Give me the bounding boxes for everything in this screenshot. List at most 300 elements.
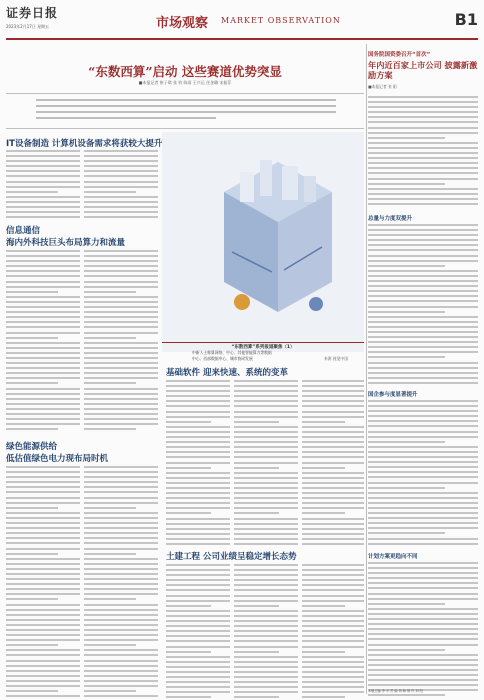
text-line xyxy=(166,584,230,586)
text-line xyxy=(84,337,136,339)
main-byline: ■本报记者 崔子琪 张 钧 陈雨 王兴运 任金璐 宋振菲 xyxy=(138,80,232,85)
text-line xyxy=(84,388,158,390)
text-line xyxy=(84,598,136,600)
text-line xyxy=(368,321,478,323)
text-line xyxy=(6,486,80,488)
text-line xyxy=(368,476,478,478)
text-line xyxy=(302,666,364,668)
text-line xyxy=(6,352,80,354)
text-line xyxy=(368,367,478,369)
subhead-it-equipment: IT设备制造 计算机设备需求将获较大提升 xyxy=(6,139,163,149)
text-line xyxy=(166,605,211,607)
text-line xyxy=(234,518,298,520)
text-line xyxy=(6,527,80,529)
text-line xyxy=(6,165,80,167)
text-line xyxy=(6,598,58,600)
text-line xyxy=(302,482,364,484)
text-line xyxy=(166,436,230,438)
text-line xyxy=(368,543,478,545)
text-line xyxy=(234,646,298,648)
subhead-green-energy-2: 低估值绿色电力现布局时机 xyxy=(6,454,109,464)
text-line xyxy=(368,471,478,473)
text-line xyxy=(234,400,298,402)
text-line xyxy=(368,178,478,180)
text-line xyxy=(368,659,478,661)
text-line xyxy=(84,695,158,697)
text-line xyxy=(84,201,158,203)
text-line xyxy=(368,598,478,600)
text-column xyxy=(84,150,158,221)
sidebar-headline: 年内近百家上市公司 披露新激励方案 xyxy=(368,60,478,80)
text-line xyxy=(84,270,158,272)
text-line xyxy=(368,577,478,579)
text-line xyxy=(234,523,298,525)
text-line xyxy=(302,671,364,673)
data-center-illustration xyxy=(162,132,364,352)
text-line xyxy=(6,428,58,430)
text-line xyxy=(6,476,80,478)
text-line xyxy=(368,497,478,499)
text-line xyxy=(368,351,478,353)
text-column xyxy=(234,380,298,548)
text-line xyxy=(368,522,478,524)
text-line xyxy=(84,466,158,468)
sidebar-subhead-3: 计划方案更趋向不同 xyxy=(368,554,418,560)
text-line xyxy=(302,681,364,683)
sidebar-article xyxy=(368,44,478,694)
text-line xyxy=(368,101,478,103)
text-line xyxy=(6,265,80,267)
text-line xyxy=(166,380,230,382)
text-line xyxy=(84,413,158,415)
text-line xyxy=(368,644,478,646)
text-line xyxy=(368,482,478,484)
text-line xyxy=(6,201,80,203)
text-line xyxy=(84,639,158,641)
text-line xyxy=(6,181,80,183)
text-line xyxy=(368,562,478,564)
text-line xyxy=(234,477,298,479)
text-line xyxy=(84,428,136,430)
text-line xyxy=(166,691,230,693)
text-line xyxy=(302,507,364,509)
text-line xyxy=(166,416,230,418)
text-line xyxy=(6,150,80,152)
text-line xyxy=(234,696,279,698)
text-line xyxy=(368,436,478,438)
text-line xyxy=(6,690,58,692)
text-line xyxy=(368,306,478,308)
text-line xyxy=(234,385,298,387)
text-line xyxy=(368,674,478,676)
text-line xyxy=(234,574,298,576)
text-line xyxy=(368,593,478,595)
text-line xyxy=(302,528,364,530)
text-line xyxy=(84,206,158,208)
text-line xyxy=(302,467,345,469)
text-line xyxy=(6,654,80,656)
text-line xyxy=(6,639,80,641)
text-line xyxy=(6,568,80,570)
text-line xyxy=(302,615,364,617)
text-line xyxy=(368,441,445,443)
text-line xyxy=(302,472,364,474)
text-line xyxy=(6,357,80,359)
masthead xyxy=(6,4,478,38)
text-line xyxy=(6,670,80,672)
text-line xyxy=(6,634,80,636)
text-line xyxy=(84,481,158,483)
text-line xyxy=(302,635,364,637)
text-line xyxy=(6,481,80,483)
text-line xyxy=(84,403,158,405)
text-line xyxy=(368,265,445,267)
text-line xyxy=(368,679,478,681)
text-line xyxy=(234,507,298,509)
text-line xyxy=(368,132,478,134)
text-line xyxy=(368,167,478,169)
text-line xyxy=(368,152,478,154)
text-line xyxy=(6,403,80,405)
text-line xyxy=(368,425,478,427)
illustration-caption: “东数西算”系列报道聚焦（1） xyxy=(231,345,295,350)
text-line xyxy=(368,193,478,195)
text-line xyxy=(166,589,230,591)
text-line xyxy=(6,296,80,298)
text-line xyxy=(166,395,230,397)
text-line xyxy=(84,181,158,183)
text-line xyxy=(84,593,158,595)
text-line xyxy=(166,456,230,458)
text-line xyxy=(302,574,364,576)
text-column xyxy=(302,564,364,700)
text-line xyxy=(84,532,158,534)
text-line xyxy=(234,405,298,407)
text-line xyxy=(84,418,158,420)
text-line xyxy=(302,610,364,612)
text-line xyxy=(6,306,80,308)
text-line xyxy=(302,441,364,443)
text-line xyxy=(84,573,158,575)
text-line xyxy=(166,523,230,525)
text-line xyxy=(166,482,230,484)
text-line xyxy=(302,533,364,535)
text-line xyxy=(84,548,158,550)
text-line xyxy=(84,191,136,193)
city-server-graphic xyxy=(212,152,344,322)
text-line xyxy=(166,686,230,688)
text-line xyxy=(6,418,80,420)
text-line xyxy=(6,206,80,208)
text-line xyxy=(166,528,230,530)
text-line xyxy=(166,502,230,504)
text-line xyxy=(302,492,364,494)
page-number: B1 xyxy=(454,10,478,29)
text-line xyxy=(84,624,158,626)
text-column xyxy=(84,250,158,433)
text-line xyxy=(6,537,80,539)
text-line xyxy=(368,172,478,174)
text-line xyxy=(6,362,80,364)
text-line xyxy=(234,543,298,545)
text-line xyxy=(84,675,158,677)
text-line xyxy=(6,332,80,334)
text-line xyxy=(368,249,478,251)
text-line xyxy=(302,416,364,418)
main-headline: “东数西算”启动 这些赛道优势突显 xyxy=(88,64,282,79)
text-line xyxy=(234,467,279,469)
text-line xyxy=(6,311,80,313)
main-article xyxy=(6,44,364,694)
text-line xyxy=(6,548,80,550)
text-line xyxy=(368,628,478,630)
text-line xyxy=(84,502,158,504)
text-line xyxy=(368,356,445,358)
text-line xyxy=(368,137,445,139)
text-line xyxy=(368,446,478,448)
text-line xyxy=(84,362,158,364)
text-line xyxy=(234,676,298,678)
text-line xyxy=(368,229,478,231)
text-line xyxy=(368,405,478,407)
text-line xyxy=(368,300,478,302)
text-line xyxy=(234,487,298,489)
text-line xyxy=(302,385,364,387)
text-line xyxy=(166,630,230,632)
text-column xyxy=(368,224,478,387)
text-line xyxy=(6,250,80,252)
text-line xyxy=(166,625,230,627)
text-line xyxy=(84,326,158,328)
text-line xyxy=(368,492,478,494)
text-line xyxy=(368,466,478,468)
text-line xyxy=(6,583,80,585)
text-line xyxy=(302,502,364,504)
text-line xyxy=(84,588,158,590)
text-line xyxy=(84,649,158,651)
text-line xyxy=(368,684,478,686)
text-line xyxy=(234,431,298,433)
text-line xyxy=(84,160,158,162)
text-line xyxy=(368,567,478,569)
text-line xyxy=(166,666,230,668)
lead-paragraph xyxy=(36,99,336,123)
text-line xyxy=(368,377,478,379)
text-line xyxy=(84,342,158,344)
text-line xyxy=(368,456,478,458)
text-line xyxy=(368,311,445,313)
text-line xyxy=(234,395,298,397)
text-line xyxy=(234,533,298,535)
text-line xyxy=(84,260,158,262)
text-line xyxy=(166,595,230,597)
subhead-civil-engineering: 土建工程 公司业绩呈稳定增长态势 xyxy=(166,552,297,562)
text-line xyxy=(6,578,80,580)
text-column xyxy=(166,564,230,700)
text-line xyxy=(6,260,80,262)
text-line xyxy=(302,595,364,597)
text-line xyxy=(6,588,80,590)
text-line xyxy=(368,502,478,504)
text-line xyxy=(368,362,478,364)
text-line xyxy=(84,660,158,662)
text-line xyxy=(6,553,58,555)
text-line xyxy=(368,260,478,262)
text-line xyxy=(234,451,298,453)
text-line xyxy=(368,285,478,287)
text-line xyxy=(368,106,478,108)
text-line xyxy=(368,572,478,574)
text-line xyxy=(302,584,364,586)
text-line xyxy=(302,497,364,499)
text-line xyxy=(166,400,230,402)
text-line xyxy=(234,625,298,627)
text-line xyxy=(84,542,158,544)
text-line xyxy=(6,558,80,560)
text-line xyxy=(166,477,230,479)
text-line xyxy=(84,382,136,384)
text-line xyxy=(166,467,211,469)
text-line xyxy=(166,451,230,453)
text-line xyxy=(302,600,364,602)
text-line xyxy=(368,507,478,509)
text-line xyxy=(166,615,230,617)
text-line xyxy=(234,600,298,602)
text-line xyxy=(84,527,158,529)
text-line xyxy=(166,390,230,392)
text-line xyxy=(234,681,298,683)
text-line xyxy=(234,538,298,540)
text-line xyxy=(368,431,478,433)
text-column xyxy=(166,380,230,548)
text-line xyxy=(166,661,230,663)
text-line xyxy=(6,291,58,293)
text-line xyxy=(368,121,478,123)
photo-credit: 来源 视觉中国 xyxy=(324,356,348,361)
text-line xyxy=(368,633,478,635)
text-line xyxy=(234,661,298,663)
text-line xyxy=(234,635,298,637)
text-line xyxy=(166,462,230,464)
text-line xyxy=(368,234,478,236)
text-line xyxy=(166,574,230,576)
text-column xyxy=(6,250,80,433)
text-line xyxy=(302,656,364,658)
text-line xyxy=(84,563,158,565)
text-line xyxy=(166,518,230,520)
text-line xyxy=(6,155,80,157)
text-line xyxy=(6,196,80,198)
text-line xyxy=(234,528,298,530)
text-line xyxy=(234,651,279,653)
text-line xyxy=(84,393,158,395)
text-line xyxy=(368,116,478,118)
text-line xyxy=(234,686,298,688)
text-line xyxy=(84,155,158,157)
text-line xyxy=(166,635,230,637)
text-line xyxy=(368,280,478,282)
text-line xyxy=(234,605,279,607)
text-line xyxy=(368,183,445,185)
sidebar-divider xyxy=(366,44,367,694)
text-line xyxy=(84,680,158,682)
text-line xyxy=(6,413,80,415)
text-line xyxy=(166,676,230,678)
text-line xyxy=(368,127,478,129)
text-column xyxy=(6,466,80,700)
text-line xyxy=(6,216,80,218)
text-line xyxy=(84,497,158,499)
sidebar-subhead-2: 国企参与度显著提升 xyxy=(368,392,418,398)
text-line xyxy=(302,405,364,407)
text-line xyxy=(84,522,158,524)
text-line xyxy=(368,270,478,272)
text-line xyxy=(6,497,80,499)
text-line xyxy=(368,142,478,144)
text-line xyxy=(302,451,364,453)
text-line xyxy=(6,175,80,177)
text-line xyxy=(6,619,80,621)
text-line xyxy=(84,654,158,656)
text-line xyxy=(84,583,158,585)
text-line xyxy=(368,96,478,98)
text-line xyxy=(302,676,364,678)
text-line xyxy=(6,507,58,509)
text-line xyxy=(368,608,478,610)
text-line xyxy=(6,301,80,303)
text-line xyxy=(302,538,364,540)
text-line xyxy=(84,321,158,323)
text-line xyxy=(368,316,478,318)
page-footer: 本版主编 李 平 责 编 刘 畅 制 作 刘 阳 xyxy=(368,689,423,693)
text-line xyxy=(234,595,298,597)
text-line xyxy=(6,326,80,328)
text-line xyxy=(368,461,478,463)
text-line xyxy=(368,244,478,246)
text-line xyxy=(234,691,298,693)
text-line xyxy=(368,512,478,514)
text-line xyxy=(84,216,158,218)
text-line xyxy=(302,395,364,397)
text-line xyxy=(6,644,58,646)
text-line xyxy=(166,497,230,499)
text-line xyxy=(368,410,478,412)
text-line xyxy=(6,522,80,524)
text-line xyxy=(6,186,80,188)
text-line xyxy=(6,342,80,344)
text-line xyxy=(234,426,298,428)
text-line xyxy=(302,620,364,622)
lead-rule-top xyxy=(6,93,364,94)
text-line xyxy=(302,380,364,382)
text-line xyxy=(84,685,158,687)
text-line xyxy=(368,224,478,226)
text-line xyxy=(6,502,80,504)
text-line xyxy=(6,609,80,611)
text-line xyxy=(368,275,478,277)
text-line xyxy=(368,198,478,200)
text-line xyxy=(84,196,158,198)
text-line xyxy=(302,543,364,545)
text-line xyxy=(84,250,158,252)
text-line xyxy=(84,634,158,636)
text-line xyxy=(84,408,158,410)
text-line xyxy=(84,347,158,349)
text-line xyxy=(166,487,230,489)
text-line xyxy=(84,491,158,493)
text-line xyxy=(368,649,445,651)
text-line xyxy=(302,462,364,464)
